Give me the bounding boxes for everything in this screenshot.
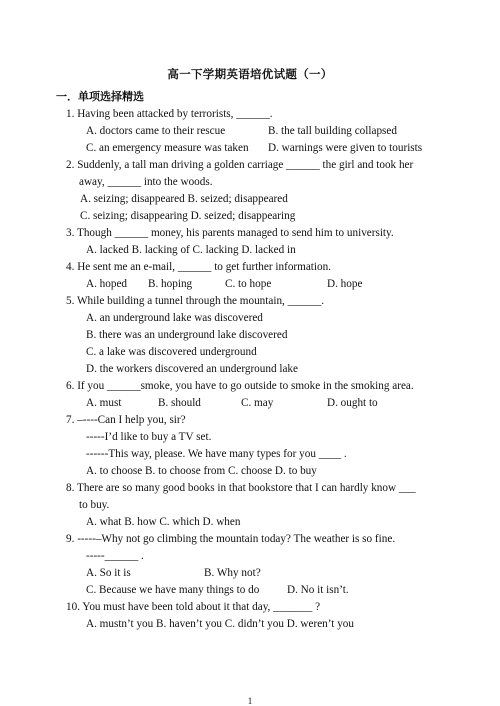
- question-6: 6. If you ______smoke, you have to go outside to smoke in the smoking area.: [66, 380, 414, 392]
- q5-option-d: D. the workers discovered an underground lake: [86, 363, 298, 375]
- question-4: 4. He sent me an e-mail, ______ to get further information.: [66, 261, 332, 273]
- q6-option-b: B. should: [158, 397, 201, 409]
- q1-option-c: C. an emergency measure was taken: [86, 142, 249, 154]
- q1-option-d: D. warnings were given to tourists: [268, 142, 423, 154]
- question-7-line-3: ------This way, please. We have many types for you ____ .: [86, 448, 347, 460]
- question-8: 8. There are so many good books in that bookstore that I can hardly know ___: [66, 482, 416, 494]
- q5-option-a: A. an underground lake was discovered: [86, 312, 263, 324]
- q2-options-cd: C. seizing; disappearing D. seized; disappearing: [80, 210, 296, 222]
- q9-option-c: C. Because we have many things to do: [86, 584, 260, 596]
- q1-option-a: A. doctors came to their rescue: [86, 125, 226, 137]
- q4-option-a: A. hoped: [86, 278, 128, 290]
- page-number: 1: [247, 696, 253, 706]
- q6-option-c: C. may: [241, 397, 274, 409]
- question-9: 9. -----–Why not go climbing the mountain today? The weather is so fine.: [66, 533, 396, 545]
- q4-option-c: C. to hope: [225, 278, 272, 290]
- question-9-line-2: -----______ .: [86, 550, 144, 562]
- question-2: 2. Suddenly, a tall man driving a golden carriage ______ the girl and took her: [66, 159, 414, 171]
- q4-option-d: D. hope: [327, 278, 363, 290]
- q2-options-ab: A. seizing; disappeared B. seized; disappeared: [80, 193, 288, 205]
- q9-option-d: D. No it isn’t.: [287, 584, 349, 596]
- question-2-cont: away, ______ into the woods.: [79, 176, 213, 188]
- question-3: 3. Though ______ money, his parents managed to send him to university.: [66, 227, 394, 239]
- section-heading: 一．单项选择精选: [56, 90, 144, 103]
- question-5: 5. While building a tunnel through the mountain, ______.: [66, 295, 325, 307]
- q5-option-c: C. a lake was discovered underground: [86, 346, 257, 358]
- q7-options: A. to choose B. to choose from C. choose D. to buy: [86, 465, 317, 477]
- question-10: 10. You must have been told about it that day, _______ ?: [66, 601, 321, 613]
- question-7-line-2: -----I’d like to buy a TV set.: [86, 431, 212, 443]
- q8-options: A. what B. how C. which D. when: [86, 516, 241, 528]
- q6-option-a: A. must: [86, 397, 122, 409]
- q1-option-b: B. the tall building collapsed: [268, 125, 397, 137]
- q5-option-b: B. there was an underground lake discovered: [86, 329, 288, 341]
- question-8-cont: to buy.: [79, 499, 110, 511]
- q4-option-b: B. hoping: [148, 278, 193, 290]
- page-title: 高一下学期英语培优试题（一）: [167, 67, 333, 81]
- q9-option-a: A. So it is: [86, 567, 131, 579]
- question-7: 7. –----Can I help you, sir?: [66, 414, 186, 426]
- q3-options: A. lacked B. lacking of C. lacking D. lacked in: [86, 244, 296, 256]
- q9-option-b: B. Why not?: [204, 567, 261, 579]
- q10-options: A. mustn’t you B. haven’t you C. didn’t you D. weren’t you: [86, 618, 354, 630]
- q6-option-d: D. ought to: [327, 397, 378, 409]
- question-1: 1. Having been attacked by terrorists, ______.: [66, 108, 273, 120]
